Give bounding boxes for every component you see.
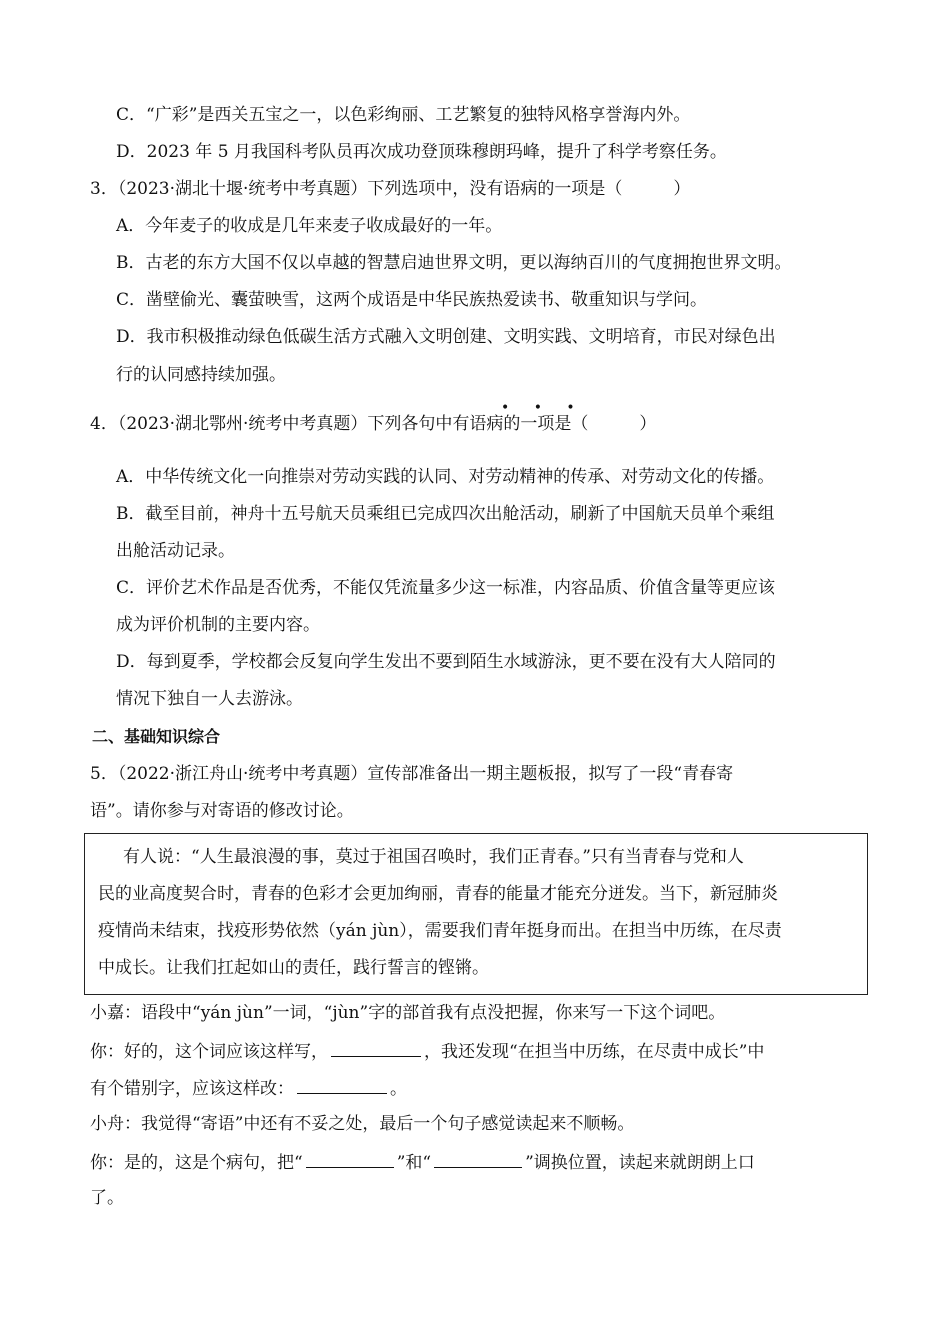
emphasis-dots: • • • xyxy=(501,400,585,416)
dialogue-you-2-cont: 了。 xyxy=(90,1188,124,1208)
passage-line: 有人说：“人生最浪漫的事，莫过于祖国召唤时，我们正青春。”只有当青春与党和人 xyxy=(123,847,744,867)
dialogue-text: 你：是的，这是个病句，把“ xyxy=(90,1153,303,1173)
q3-option-d-line1: D．我市积极推动绿色低碳生活方式融入文明创建、文明实践、文明培育，市民对绿色出 xyxy=(116,327,776,347)
passage-line: 中成长。让我们扛起如山的责任，践行誓言的铿锵。 xyxy=(98,958,489,978)
dialogue-you-2 xyxy=(90,1149,755,1175)
q4-option-d-line1: D．每到夏季，学校都会反复向学生发出不要到陌生水域游泳，更不要在没有大人陪同的 xyxy=(116,652,776,672)
dialogue-xiaozhou: 小舟：我觉得“寄语”中还有不妥之处，最后一个句子感觉读起来不顺畅。 xyxy=(90,1114,635,1134)
q2-option-c: C．“广彩”是西关五宝之一，以色彩绚丽、工艺繁复的独特风格享誉海内外。 xyxy=(116,105,691,125)
q4-option-d-line2: 情况下独自一人去游泳。 xyxy=(116,689,303,709)
q4-stem: 4．（2023·湖北鄂州·统考中考真题）下列各句中有语病的一项是（ ） xyxy=(90,414,657,434)
dialogue-text: ”调换位置，读起来就朗朗上口 xyxy=(525,1153,755,1173)
dialogue-text: ，我还发现“在担当中历练，在尽责中成长”中 xyxy=(424,1042,765,1062)
q2-option-d: D．2023 年 5 月我国科考队员再次成功登顶珠穆朗玛峰，提升了科学考察任务。 xyxy=(116,142,727,162)
q4-option-b-line2: 出舱活动记录。 xyxy=(116,541,235,561)
dialogue-text: 有个错别字，应该这样改： xyxy=(90,1079,294,1099)
q4-option-b-line1: B．截至目前，神舟十五号航天员乘组已完成四次出舱活动，刷新了中国航天员单个乘组 xyxy=(116,504,775,524)
passage-line: 民的业高度契合时，青春的色彩才会更加绚丽，青春的能量才能充分迸发。当下，新冠肺炎 xyxy=(98,884,778,904)
dialogue-you-1-cont xyxy=(90,1075,407,1101)
q3-stem: 3．（2023·湖北十堰·统考中考真题）下列选项中，没有语病的一项是（ ） xyxy=(90,179,691,199)
passage-line: 疫情尚未结束，找疫形势依然（yán jùn），需要我们青年挺身而出。在担当中历练，在尽责 xyxy=(98,921,782,941)
q5-stem-line1: 5．（2022·浙江舟山·统考中考真题）宣传部准备出一期主题板报，拟写了一段“青春寄 xyxy=(90,764,734,784)
q3-option-d-line2: 行的认同感持续加强。 xyxy=(116,365,286,385)
q5-stem-line2: 语”。请你参与对寄语的修改讨论。 xyxy=(90,801,354,821)
answer-blank-3[interactable] xyxy=(306,1149,394,1168)
dialogue-text: ”和“ xyxy=(396,1153,432,1173)
dialogue-you-1 xyxy=(90,1038,764,1064)
section-title: 二、基础知识综合 xyxy=(92,727,221,746)
dialogue-text: 你：好的，这个词应该这样写， xyxy=(90,1042,328,1062)
q3-option-c: C．凿壁偷光、囊萤映雪，这两个成语是中华民族热爱读书、敬重知识与学问。 xyxy=(116,290,708,310)
answer-blank-2[interactable] xyxy=(297,1075,387,1094)
q4-option-a: A．中华传统文化一向推崇对劳动实践的认同、对劳动精神的传承、对劳动文化的传播。 xyxy=(116,467,775,487)
q3-option-a: A．今年麦子的收成是几年来麦子收成最好的一年。 xyxy=(116,216,503,236)
q4-option-c-line2: 成为评价机制的主要内容。 xyxy=(116,615,320,635)
passage-box xyxy=(84,833,868,995)
q3-option-b: B．古老的东方大国不仅以卓越的智慧启迪世界文明，更以海纳百川的气度拥抱世界文明。 xyxy=(116,253,792,273)
dialogue-text: 。 xyxy=(390,1079,407,1099)
dialogue-xiaojia: 小嘉：语段中“yán jùn”一词，“jùn”字的部首我有点没把握，你来写一下这个词吧。 xyxy=(90,1003,726,1023)
q4-option-c-line1: C．评价艺术作品是否优秀，不能仅凭流量多少这一标准，内容品质、价值含量等更应该 xyxy=(116,578,776,598)
answer-blank-4[interactable] xyxy=(434,1149,522,1168)
answer-blank-1[interactable] xyxy=(331,1038,421,1057)
